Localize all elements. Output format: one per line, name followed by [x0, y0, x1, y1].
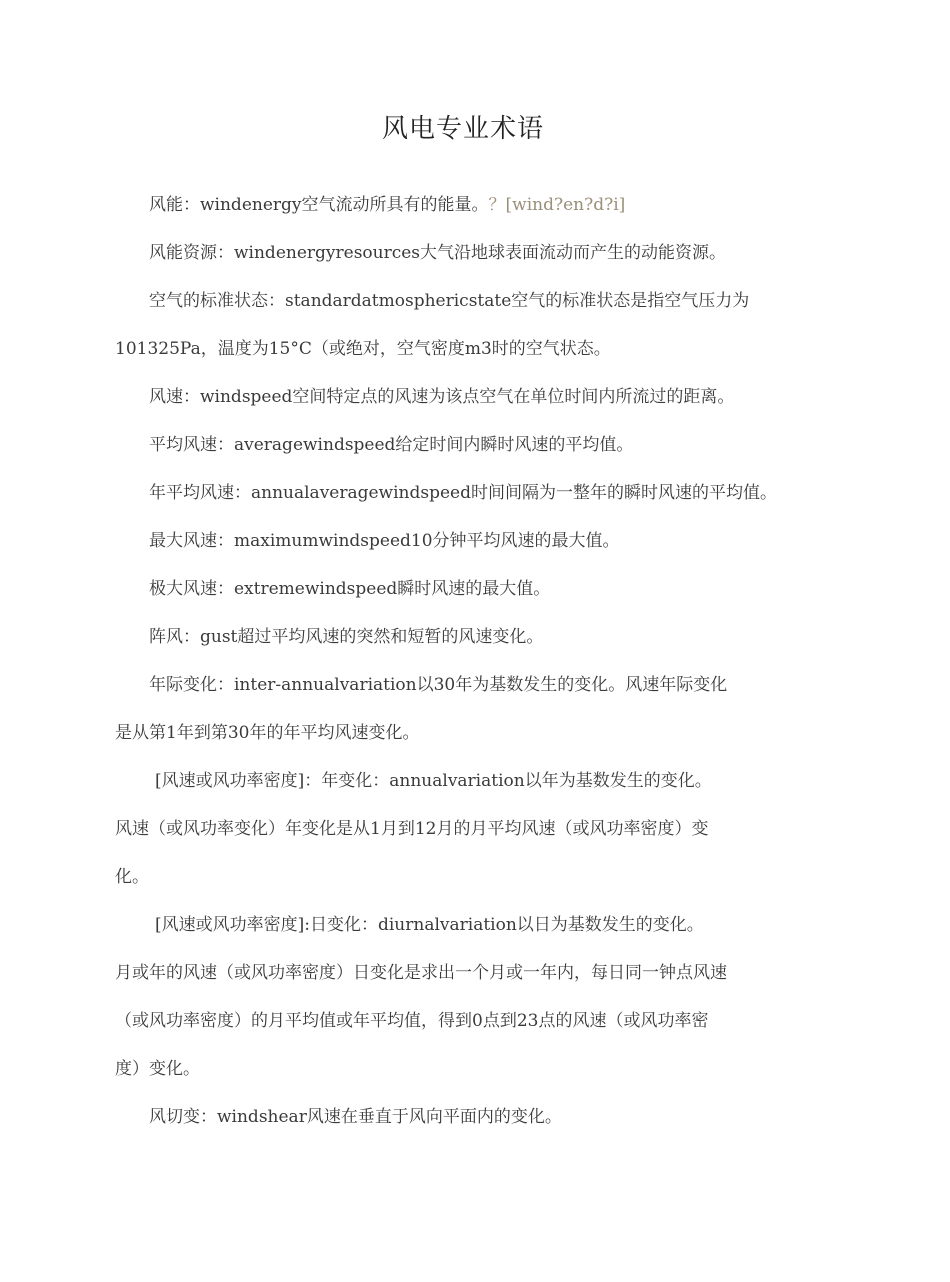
paragraph-annual-variation-end: 化。	[115, 867, 149, 887]
phonetic-text: ？[wind?en?d?i]	[488, 195, 626, 215]
paragraph-standard-state-cont: 101325Pa，温度为15°C（或绝对，空气密度m3时的空气状态。	[115, 339, 611, 359]
paragraph-average-wind-speed: 平均风速：averagewindspeed给定时间内瞬时风速的平均值。	[149, 435, 634, 455]
paragraph-inter-annual-variation-cont: 是从第1年到第30年的年平均风速变化。	[115, 723, 420, 743]
paragraph-wind-shear: 风切变：windshear风速在垂直于风向平面内的变化。	[149, 1107, 562, 1127]
paragraph-wind-resources: 风能资源：windenergyresources大气沿地球表面流动而产生的动能资源。	[149, 243, 727, 263]
paragraph-annual-average-wind-speed: 年平均风速：annualaveragewindspeed时间间隔为一整年的瞬时风速的平均值。	[149, 483, 777, 503]
paragraph-diurnal-variation-cont1: 月或年的风速（或风功率密度）日变化是求出一个月或一年内，每日同一钟点风速	[115, 963, 727, 983]
paragraph-standard-state: 空气的标准状态：standardatmosphericstate空气的标准状态是指空气压力为	[149, 291, 750, 311]
paragraph-annual-variation: [风速或风功率密度]：年变化：annualvariation以年为基数发生的变化。	[155, 771, 712, 791]
paragraph-inter-annual-variation: 年际变化：inter-annualvariation以30年为基数发生的变化。风速年际变化	[149, 675, 728, 695]
paragraph-diurnal-variation-cont2: （或风功率密度）的月平均值或年平均值，得到0点到23点的风速（或风功率密	[115, 1011, 709, 1031]
paragraph-annual-variation-cont: 风速（或风功率变化）年变化是从1月到12月的月平均风速（或风功率密度）变	[115, 819, 709, 839]
paragraph-wind-speed: 风速：windspeed空间特定点的风速为该点空气在单位时间内所流过的距离。	[149, 387, 735, 407]
paragraph-diurnal-variation: [风速或风功率密度]:日变化：diurnalvariation以日为基数发生的变化。	[155, 915, 704, 935]
paragraph-extreme-wind-speed: 极大风速：extremewindspeed瞬时风速的最大值。	[149, 579, 551, 599]
paragraph-gust: 阵风：gust超过平均风速的突然和短暂的风速变化。	[149, 627, 544, 647]
paragraph-maximum-wind-speed: 最大风速：maximumwindspeed10分钟平均风速的最大值。	[149, 531, 620, 551]
text-line: 风能：windenergy空气流动所具有的能量。	[149, 195, 489, 215]
paragraph-wind-energy	[149, 194, 625, 216]
paragraph-diurnal-variation-end: 度）变化。	[115, 1059, 200, 1079]
document-title: 风电专业术语	[381, 114, 544, 144]
